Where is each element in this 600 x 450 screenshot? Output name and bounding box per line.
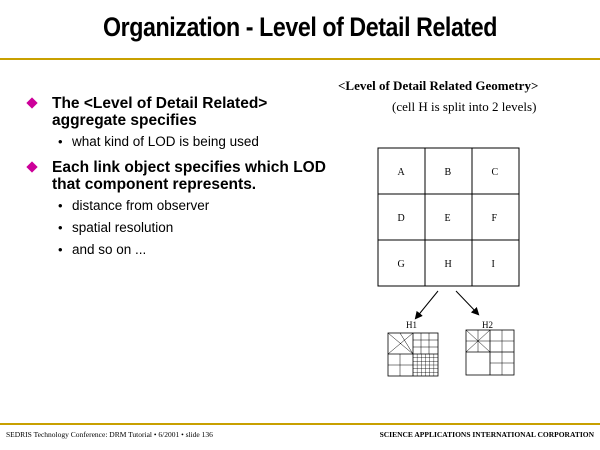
cell-label-b: B xyxy=(444,167,452,178)
cell-label-g: G xyxy=(397,259,405,270)
sub-bullet-2-1-text: distance from observer xyxy=(72,198,210,213)
sub-bullet-2-3-text: and so on ... xyxy=(72,242,147,257)
h1-subdivision xyxy=(388,333,438,376)
slide-title: Organization - Level of Detail Related xyxy=(103,12,497,42)
sub-bullet-2-2-text: spatial resolution xyxy=(72,220,174,235)
dot-bullet-icon: • xyxy=(58,198,63,213)
footer-company: SCIENCE APPLICATIONS INTERNATIONAL CORPORATION xyxy=(379,430,594,439)
footer-credit: SEDRIS Technology Conference: DRM Tutorial • 6/2001 • slide 136 xyxy=(6,430,213,439)
dot-bullet-icon: • xyxy=(58,134,63,149)
figure-title: <Level of Detail Related Geometry> xyxy=(338,78,539,93)
cell-label-e: E xyxy=(444,213,451,224)
cell-label-d: D xyxy=(397,213,405,224)
arrow-to-h2 xyxy=(456,291,478,314)
cell-label-c: C xyxy=(491,167,499,178)
footer-divider xyxy=(0,423,600,425)
dot-bullet-icon: • xyxy=(58,220,63,235)
bullet-1-text: The <Level of Detail Related> aggregate specifies xyxy=(52,95,268,129)
cell-label-h: H xyxy=(444,259,452,270)
arrow-to-h1 xyxy=(416,291,438,318)
level-label-h1: H1 xyxy=(406,320,417,330)
h2-subdivision xyxy=(466,330,514,375)
figure-subtitle: (cell H is split into 2 levels) xyxy=(392,99,537,114)
cell-label-f: F xyxy=(491,213,498,224)
cell-label-a: A xyxy=(397,167,405,178)
sub-bullet-1-1-text: what kind of LOD is being used xyxy=(72,134,259,149)
bullet-2-text: Each link object specifies which LOD that component represents. xyxy=(52,159,326,193)
dot-bullet-icon: • xyxy=(58,242,63,257)
cell-label-i: I xyxy=(491,259,495,270)
level-label-h2: H2 xyxy=(482,320,493,330)
